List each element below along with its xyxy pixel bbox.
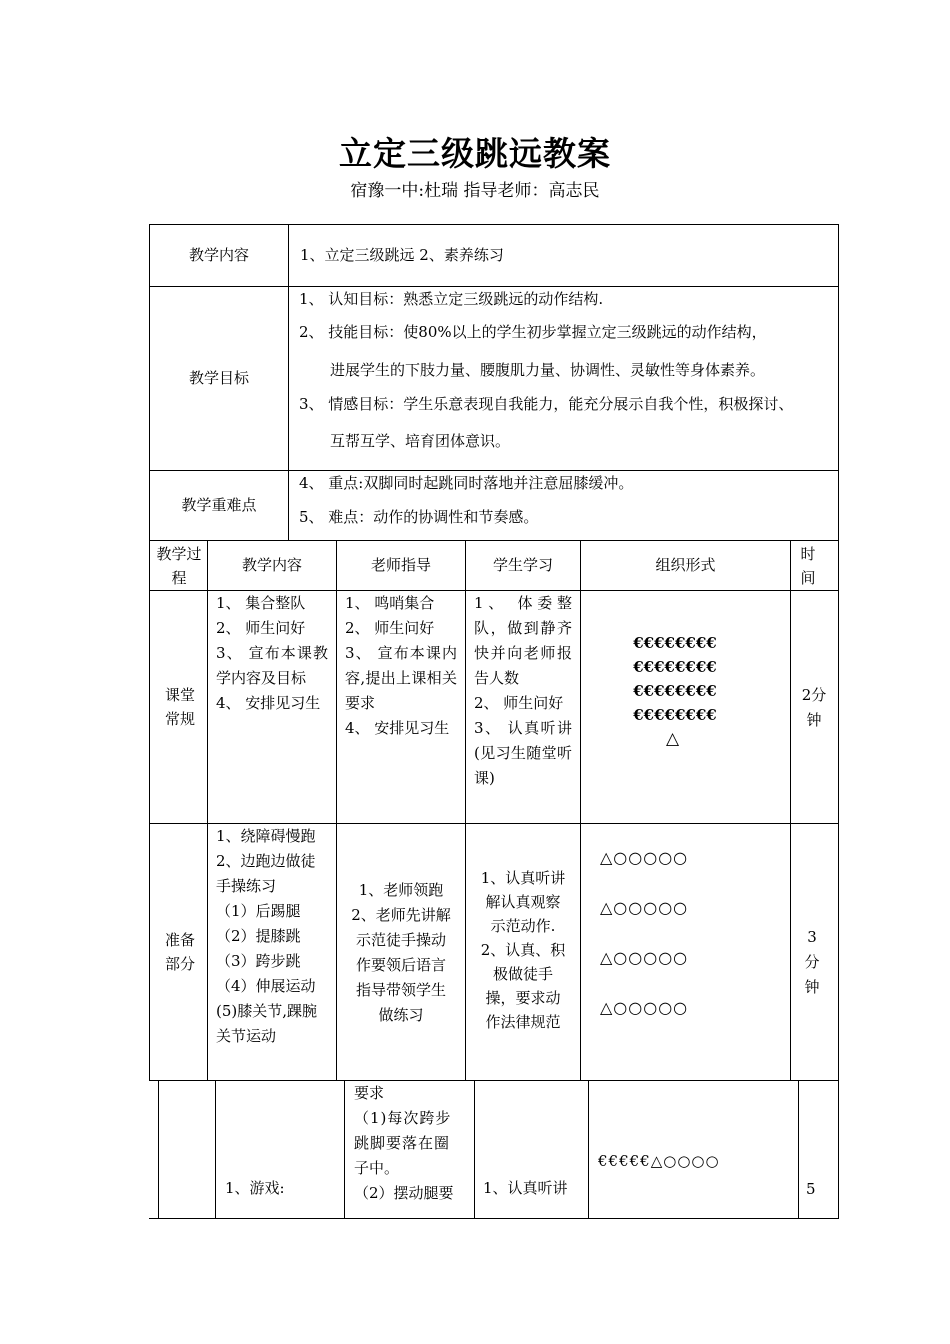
routine-time: 2分钟 bbox=[801, 686, 827, 729]
routine-content: 1、 集合整队 2、 师生问好 3、 宣布本课教学内容及目标 4、 安排见习生 bbox=[216, 594, 328, 712]
warmup-content-line: （4）伸展运动 bbox=[216, 977, 316, 995]
stage-warmup: 准备部分 bbox=[164, 931, 195, 973]
warmup-student-line: 操，要求动 bbox=[485, 989, 561, 1007]
warmup-time-line: 分 bbox=[804, 953, 820, 971]
warmup-content-line: 1、绕障碍慢跑 bbox=[216, 827, 316, 845]
warmup-student-line: 1、认真听讲 bbox=[480, 869, 566, 887]
formation-line: △○○○○○ bbox=[600, 848, 689, 867]
teacher-triangle-icon: △ bbox=[666, 729, 680, 749]
warmup-content-line: (5)膝关节,踝腕 bbox=[216, 1002, 318, 1020]
game-teacher-line: 跳脚要落在圈 bbox=[354, 1134, 451, 1152]
goals-label: 教学目标 bbox=[188, 369, 249, 387]
formation-line: €€€€€€€€ bbox=[633, 658, 717, 676]
warmup-teacher-line: 示范徒手操动 bbox=[355, 931, 446, 949]
goal-line: 3、 情感目标：学生乐意表现自我能力，能充分展示自我个性，积极探讨、 bbox=[299, 395, 794, 413]
header-teacher: 老师指导 bbox=[370, 556, 431, 574]
formation-line: △○○○○○ bbox=[600, 948, 689, 967]
formation-line: △○○○○○ bbox=[600, 898, 689, 917]
warmup-content-line: （2）提膝跳 bbox=[216, 927, 301, 945]
warmup-content-line: （3）跨步跳 bbox=[216, 952, 301, 970]
routine-teacher: 1、 鸣哨集合 2、 师生问好 3、 宣布本课内容,提出上课相关要求 4、 安排见习生 bbox=[345, 594, 457, 737]
stage-routine: 课堂常规 bbox=[164, 686, 195, 728]
warmup-teacher-line: 指导带领学生 bbox=[355, 981, 446, 999]
warmup-teacher-line: 2、老师先讲解 bbox=[351, 906, 451, 924]
header-stage: 教学过程 bbox=[156, 544, 202, 587]
game-student: 1、认真听讲 bbox=[483, 1179, 568, 1197]
difficulty-label: 教学重难点 bbox=[181, 496, 257, 514]
warmup-teacher-line: 做练习 bbox=[378, 1006, 424, 1024]
content-label: 教学内容 bbox=[188, 246, 249, 264]
difficulty-line: 5、 难点：动作的协调性和节奏感。 bbox=[299, 508, 539, 526]
goal-line: 互帮互学、培育团体意识。 bbox=[330, 432, 511, 450]
warmup-student-line: 2、认真、积 bbox=[480, 941, 566, 959]
formation-line: △○○○○○ bbox=[600, 998, 689, 1017]
warmup-teacher-line: 1、老师领跑 bbox=[358, 881, 444, 899]
goal-line: 2、 技能目标：使80%以上的学生初步掌握立定三级跳远的动作结构， bbox=[299, 323, 767, 341]
warmup-student-line: 作法律规范 bbox=[485, 1013, 561, 1031]
document-subtitle: 宿豫一中:杜瑞 指导老师：高志民 bbox=[350, 181, 600, 201]
formation-line: €€€€€€€€ bbox=[633, 682, 717, 700]
warmup-student-line: 极做徒手 bbox=[492, 965, 553, 983]
header-time: 时间 bbox=[800, 544, 816, 587]
game-formation: €€€€€△○○○○ bbox=[598, 1152, 720, 1170]
warmup-teacher-line: 作要领后语言 bbox=[355, 956, 446, 974]
warmup-time-line: 钟 bbox=[804, 978, 820, 996]
routine-formation bbox=[610, 631, 740, 751]
header-form: 组织形式 bbox=[655, 556, 716, 574]
difficulty-line: 4、 重点:双脚同时起跳同时落地并注意屈膝缓冲。 bbox=[299, 474, 634, 492]
warmup-content-line: （1）后踢腿 bbox=[216, 902, 301, 920]
warmup-content-line: 关节运动 bbox=[216, 1027, 277, 1045]
warmup-content-line: 2、边跑边做徒 bbox=[216, 852, 316, 870]
warmup-time-line: 3 bbox=[807, 928, 817, 946]
formation-line: €€€€€€€€ bbox=[633, 706, 717, 724]
warmup-student bbox=[466, 866, 580, 1034]
header-content: 教学内容 bbox=[241, 556, 302, 574]
document-title: 立定三级跳远教案 bbox=[339, 134, 611, 173]
formation-line: €€€€€€€€ bbox=[633, 634, 717, 652]
routine-student: 1、 体委整队，做到静齐快并向老师报告人数 2、 师生问好 3、 认真听讲(见习生随堂听课) bbox=[474, 594, 572, 787]
game-teacher-line: （1)每次跨步 bbox=[354, 1109, 452, 1127]
warmup-student-line: 示范动作. bbox=[490, 917, 556, 935]
warmup-content-line: 手操练习 bbox=[216, 877, 277, 895]
warmup-teacher bbox=[337, 878, 465, 1028]
game-content: 1、游戏: bbox=[225, 1179, 285, 1197]
warmup-student-line: 解认真观察 bbox=[485, 893, 561, 911]
game-teacher-line: （2）摆动腿要 bbox=[354, 1184, 454, 1202]
goal-line: 1、 认知目标：熟悉立定三级跳远的动作结构. bbox=[299, 290, 604, 308]
goal-line: 进展学生的下肢力量、腰腹肌力量、协调性、灵敏性等身体素养。 bbox=[330, 361, 766, 379]
game-time: 5 bbox=[806, 1180, 816, 1198]
game-teacher-line: 要求 bbox=[354, 1084, 385, 1102]
game-teacher-line: 子中。 bbox=[354, 1159, 400, 1177]
header-student: 学生学习 bbox=[492, 556, 553, 574]
content-value: 1、立定三级跳远 2、素养练习 bbox=[300, 246, 504, 264]
